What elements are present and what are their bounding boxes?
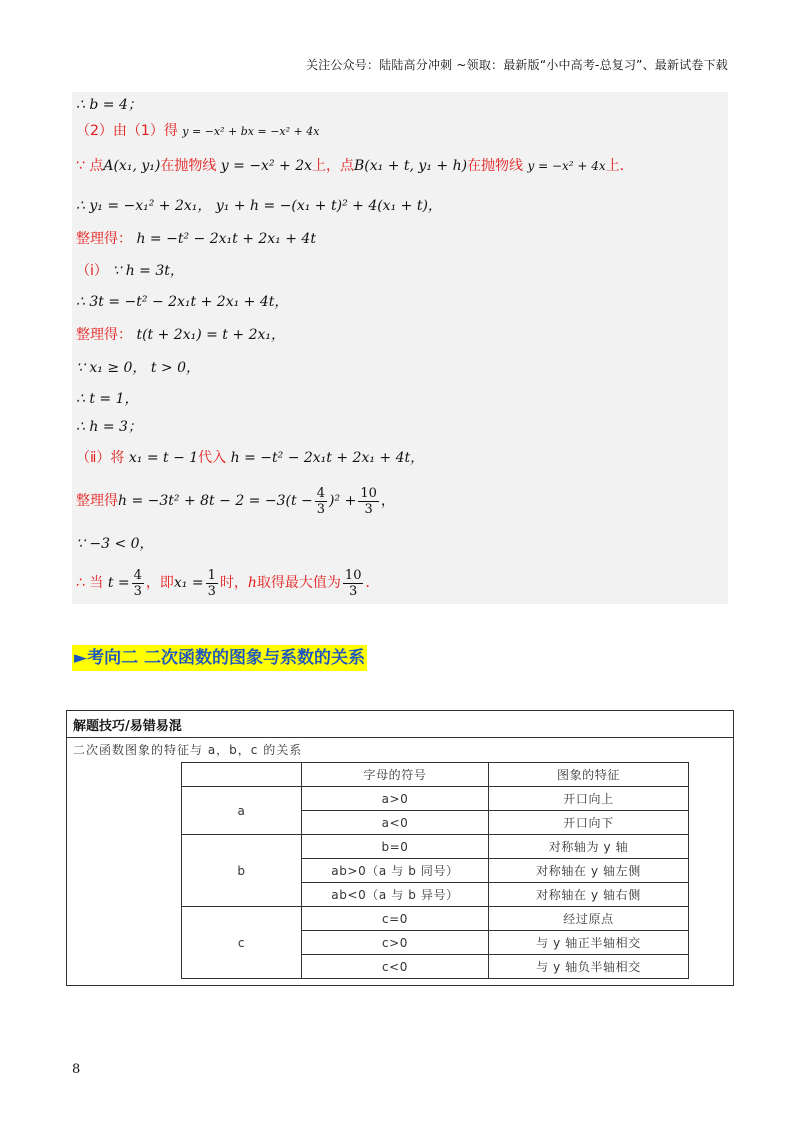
page-header: 关注公众号：陆陆高分冲刺 ~领取：最新版“小中高考-总复习”、最新试卷下载 (305, 58, 728, 72)
table-group-b: b (182, 835, 302, 907)
step-label: 上． (605, 158, 634, 174)
table-cell-feature: 对称轴为 y 轴 (489, 835, 689, 859)
step-label: 整理得： (76, 327, 132, 343)
table-cell-sign: c<0 (302, 955, 489, 979)
fraction-denominator: 3 (364, 501, 373, 517)
step-label: 时， (219, 575, 248, 591)
solution-line-10 (76, 389, 139, 409)
table-cell-sign: a<0 (302, 811, 489, 835)
table-row (182, 907, 689, 931)
math-text: ∵ h = 3t， (112, 263, 184, 279)
table-cell-sign: ab<0（a 与 b 异号） (302, 883, 489, 907)
math-text: ∵ x₁ ≥ 0， t > 0， (76, 360, 201, 376)
tips-divider (67, 737, 733, 738)
fraction-numerator: 4 (133, 567, 142, 583)
solution-line-12 (76, 448, 424, 468)
math-text: y = −x² + 2x (220, 158, 312, 174)
fraction-denominator: 3 (133, 583, 142, 599)
fraction-numerator: 1 (207, 567, 216, 583)
solution-line-11 (76, 417, 142, 437)
fraction-numerator: 4 (316, 485, 326, 501)
table-cell-feature: 与 y 轴负半轴相交 (489, 955, 689, 979)
math-text: ∴ b = 4； (76, 97, 142, 113)
fraction-denominator: 3 (207, 583, 216, 599)
math-text: x₁ = t − 1 (128, 450, 199, 466)
math-text: ∵ −3 < 0， (76, 536, 154, 552)
section-heading: ►考向二 二次函数的图象与系数的关系 (72, 645, 367, 671)
step-label: 整理得 (76, 493, 118, 509)
page-number: 8 (72, 1062, 81, 1077)
fraction-numerator: 10 (360, 485, 377, 501)
fraction (206, 568, 218, 599)
math-text: ， (380, 493, 395, 509)
table-header-feature: 图象的特征 (489, 763, 689, 787)
math-text: h = −3t² + 8t − 2 = −3(t − (118, 493, 313, 509)
math-text: x₁ = (173, 575, 204, 591)
table-group-c: c (182, 907, 302, 979)
math-text: B(x₁ + t, y₁ + h) (354, 158, 468, 174)
math-text: )² + (329, 493, 357, 509)
table-cell-sign: ab>0（a 与 b 同号） (302, 859, 489, 883)
math-text: ∴ 3t = −t² − 2x₁t + 2x₁ + 4t， (76, 294, 289, 310)
table-cell-sign: c=0 (302, 907, 489, 931)
solution-line-3 (76, 156, 634, 176)
solution-line-4 (76, 196, 442, 216)
solution-line-1 (76, 95, 142, 115)
step-label: 上，点 (312, 158, 354, 174)
tips-subtitle: 二次函数图象的特征与 a，b，c 的关系 (73, 743, 303, 757)
step-label: ，即 (145, 575, 174, 591)
table-cell-feature: 经过原点 (489, 907, 689, 931)
solution-line-2 (76, 121, 319, 142)
fraction-denominator: 3 (316, 501, 326, 517)
step-label: （ⅱ）将 (76, 450, 125, 466)
solution-line-14 (76, 534, 154, 554)
solution-line-7 (76, 292, 288, 312)
tips-box (66, 710, 734, 986)
solution-line-13 (76, 484, 395, 518)
fraction-numerator: 10 (344, 567, 362, 583)
table-cell-feature: 开口向下 (489, 811, 689, 835)
solution-line-5 (76, 229, 316, 249)
fraction (343, 568, 364, 599)
math-text: h (247, 575, 257, 591)
solution-line-8 (76, 325, 285, 345)
math-text: t(t + 2x₁) = t + 2x₁， (136, 327, 285, 343)
solution-block (72, 92, 728, 604)
table-header-sign: 字母的符号 (302, 763, 489, 787)
step-label: 在抛物线 (467, 158, 524, 174)
math-text: A(x₁, y₁) (103, 158, 161, 174)
solution-line-6 (76, 261, 184, 281)
table-row (182, 787, 689, 811)
table-cell-sign: c>0 (302, 931, 489, 955)
math-text: h = −t² − 2x₁t + 2x₁ + 4t (136, 231, 316, 247)
solution-line-9 (76, 358, 200, 378)
table-cell-sign: b=0 (302, 835, 489, 859)
coefficient-table (181, 762, 689, 979)
table-cell-sign: a>0 (302, 787, 489, 811)
step-label: （ⅰ） (76, 263, 108, 279)
tips-title: 解题技巧/易错易混 (73, 719, 182, 734)
table-header-empty (182, 763, 302, 787)
table-cell-feature: 对称轴在 y 轴右侧 (489, 883, 689, 907)
fraction (132, 568, 144, 599)
math-text: ∴ t = 1， (76, 391, 139, 407)
fraction (358, 486, 379, 517)
solution-line-15 (76, 566, 379, 600)
step-label: 取得最大值为 (256, 575, 341, 591)
table-cell-feature: 对称轴在 y 轴左侧 (489, 859, 689, 883)
table-header-row (182, 763, 689, 787)
table-cell-feature: 与 y 轴正半轴相交 (489, 931, 689, 955)
math-text: y = −x² + bx = −x² + 4x (182, 125, 320, 138)
step-label: 代入 (198, 450, 227, 466)
step-label: ∵ 点 (76, 158, 104, 174)
fraction (315, 486, 327, 517)
step-label: （2）由（1）得 (76, 123, 178, 139)
math-text: ∴ y₁ = −x₁² + 2x₁， y₁ + h = −(x₁ + t)² + 4(x₁ + t)， (76, 198, 442, 214)
math-text: h = −t² − 2x₁t + 2x₁ + 4t， (230, 450, 425, 466)
table-cell-feature: 开口向上 (489, 787, 689, 811)
math-text: ∴ h = 3； (76, 419, 142, 435)
math-text: t = (107, 575, 130, 591)
math-text: y = −x² + 4x (527, 159, 606, 173)
step-label: ． (365, 575, 380, 591)
fraction-denominator: 3 (349, 583, 358, 599)
table-row (182, 835, 689, 859)
step-label: ∴ 当 (76, 575, 104, 591)
table-group-a: a (182, 787, 302, 835)
step-label: 在抛物线 (160, 158, 217, 174)
step-label: 整理得： (76, 231, 132, 247)
